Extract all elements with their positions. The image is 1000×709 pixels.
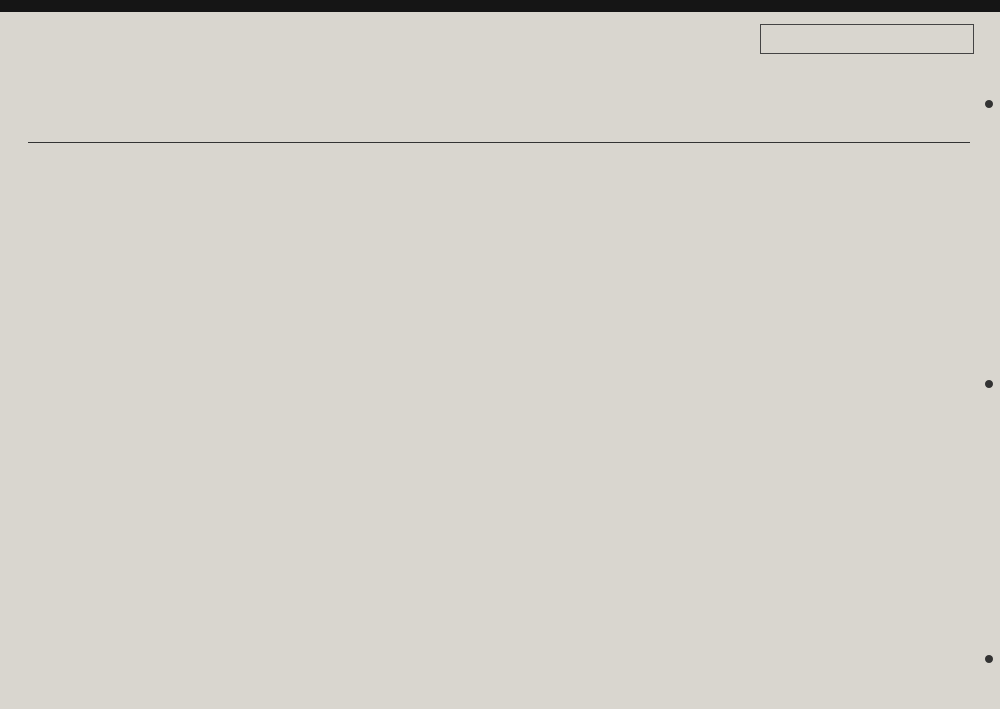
punch-hole [985, 655, 993, 663]
archive-banner [0, 0, 1000, 12]
district-box [760, 24, 974, 54]
punch-hole [985, 100, 993, 108]
punch-hole [985, 380, 993, 388]
table-header [28, 84, 970, 143]
